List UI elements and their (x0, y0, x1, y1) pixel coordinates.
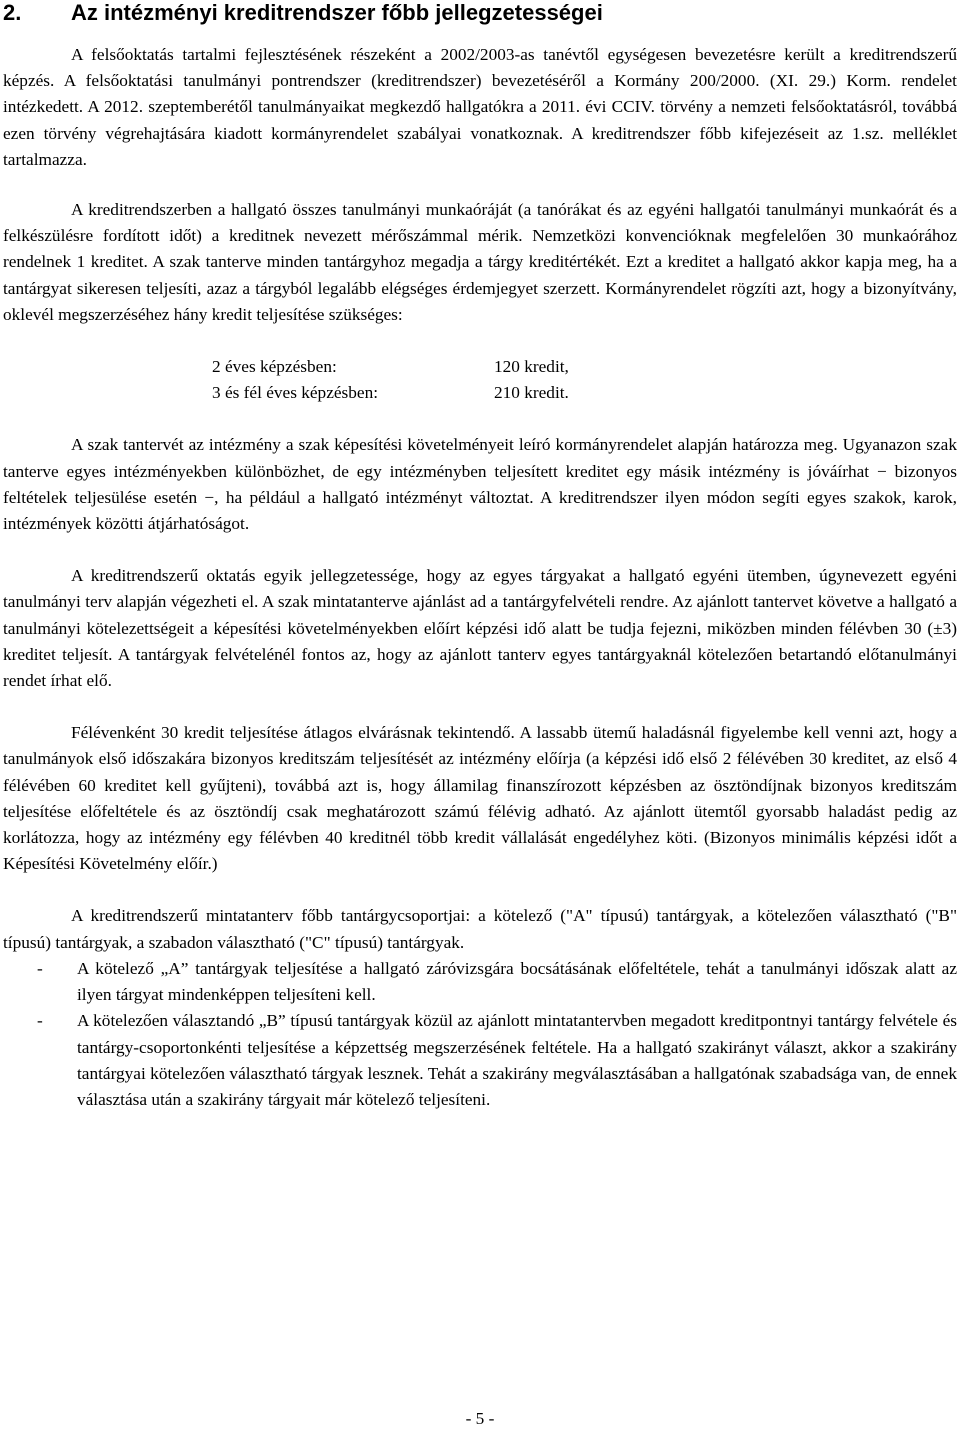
paragraph-individual-pace: A kreditrendszerű oktatás egyik jellegzetessége, hogy az egyes tárgyakat a hallgató egyéni ütemben, úgynevezett egyéni tanulmányi terv alapján végezheti el. A szak mintatanterve ajánlást ad a tantárgyfelvételi rendre. Az ajánlott tantervet követve a hallgató a tanulmányi kötelezettségeit a képesítési követelményekben előírt képzési idő alatt be tudja fejezni, miközben minden félévben 30 (±3) kreditet teljesít. A tantárgyak felvételénél fontos az, hogy az ajánlott tanterv egyes tantárgyaknál kötelezően betartandó előtanulmányi rendet írhat elő. (3, 566, 957, 691)
section-heading (3, 0, 957, 26)
page-number: - 5 - (465, 1409, 495, 1428)
paragraph-credit-definition: A kreditrendszerben a hallgató összes tanulmányi munkaóráját (a tanórákat és az egyéni hallgatói tanulmányi munkaórát és a felkészülésre fordított időt) a kreditnek nevezett mérőszámmal mérik. Nemzetközi konvencióknak megfelelően 30 munkaórához rendelnek 1 kreditet. A szak tanterve minden tantárgyhoz megadja a tárgy kreditértékét. Ezt a kreditet a hallgató akkor kapja meg, ha a tantárgyat sikeresen teljesíti, azaz a tárgyból legalább elégséges érdemjegyet szerzett. Kormányrendelet rögzíti azt, hogy a bizonyítvány, oklevél megszerzéséhez hány kredit teljesítése szükséges: (3, 200, 957, 324)
list-item (3, 956, 957, 1008)
credits-row-label: 2 éves képzésben: (212, 357, 337, 377)
document-page (3, 0, 957, 1113)
list-marker: - (37, 1011, 43, 1031)
subject-group-list (3, 956, 957, 1113)
credits-table (212, 354, 957, 406)
paragraph-curriculum: A szak tantervét az intézmény a szak képesítési követelményeit leíró kormányrendelet alapján határozza meg. Ugyanazon szak tanterve egyes intézményekben különbözhet, de egy intézményben teljesített kreditet egy másik intézmény is jóváírhat − bizonyos feltételek teljesülése esetén −, ha például a hallgató intézményt változtat. A kreditrendszer ilyen módon segíti egyes szakok, karok, intézmények közötti átjárhatóságot. (3, 435, 957, 534)
credits-row-value: 210 kredit. (494, 383, 569, 403)
section-number: 2. (3, 0, 22, 25)
credits-row-value: 120 kredit, (494, 357, 569, 377)
credits-row-label: 3 és fél éves képzésben: (212, 383, 379, 403)
list-marker: - (37, 958, 43, 978)
paragraph-subject-groups: A kreditrendszerű mintatanterv főbb tantárgycsoportjai: a kötelező ("A" típusú) tantárgyak, a kötelezően választható ("B" típusú) tantárgyak, a szabadon választható ("C" típusú) tantárgyak. (3, 906, 957, 952)
list-item (3, 1008, 957, 1113)
credits-row (212, 354, 957, 380)
list-item-text: A kötelező „A” tantárgyak teljesítése a hallgató záróvizsgára bocsátásának előfeltétele, tehát a tanulmányi időszak alatt az ilyen tárgyat mindenképpen teljesíteni kell. (77, 958, 957, 1005)
section-title: Az intézményi kreditrendszer főbb jellegzetességei (71, 0, 603, 25)
paragraph-semester-credits: Félévenként 30 kredit teljesítése átlagos elvárásnak tekintendő. A lassabb ütemű haladásnál figyelembe kell venni azt, hogy a tanulmányok első időszakára bizonyos kreditszám teljesítését az intézmény előírja (a képzési idő első 2 félévében 30 kreditet, az első 4 félévében 60 kreditet kell gyűjteni), továbbá azt is, hogy államilag finanszírozott képzésben az ösztöndíjnak bizonyos kreditszám teljesítése előfeltétele és az ösztöndíj csak meghatározott számú félévig adható. Az ajánlott ütemtől gyorsabb haladást pedig az korlátozza, hogy az intézmény egy félévben 40 kreditnél több kredit vállalását engedélyhez köti. (Bizonyos minimális képzési időt a Képesítési Követelmény előír.) (3, 723, 957, 874)
list-item-text: A kötelezően választandó „B” típusú tantárgyak közül az ajánlott mintatantervben megadott kreditpontnyi tantárgy felvétele és tantárgy-csoportonkénti teljesítése a képzettség megszerzésének feltétele. Ha a hallgató szakirányt választ, akkor a szakirány tantárgyai kötelezően választható tárgyak lesznek. Tehát a szakirány megválasztásában a hallgatónak szabadsága van, de ennek választása után a szakirány tárgyait már kötelező teljesíteni. (77, 1011, 957, 1109)
paragraph-introduction: A felsőoktatás tartalmi fejlesztésének részeként a 2002/2003-as tanévtől egységesen bevezetésre került a kreditrendszerű képzés. A felsőoktatási tanulmányi pontrendszer (kreditrendszer) bevezetéséről a Kormány 200/2000. (XI. 29.) Korm. rendelet intézkedett. A 2012. szeptemberétől tanulmányaikat megkezdő hallgatókra a 2011. évi CCIV. törvény a nemzeti felsőoktatásról, továbbá ezen törvény végrehajtására kiadott kormányrendelet szabályai vonatkoznak. A kreditrendszer főbb kifejezéseit az 1.sz. melléklet tartalmazza. (3, 45, 957, 169)
credits-row (212, 380, 957, 406)
